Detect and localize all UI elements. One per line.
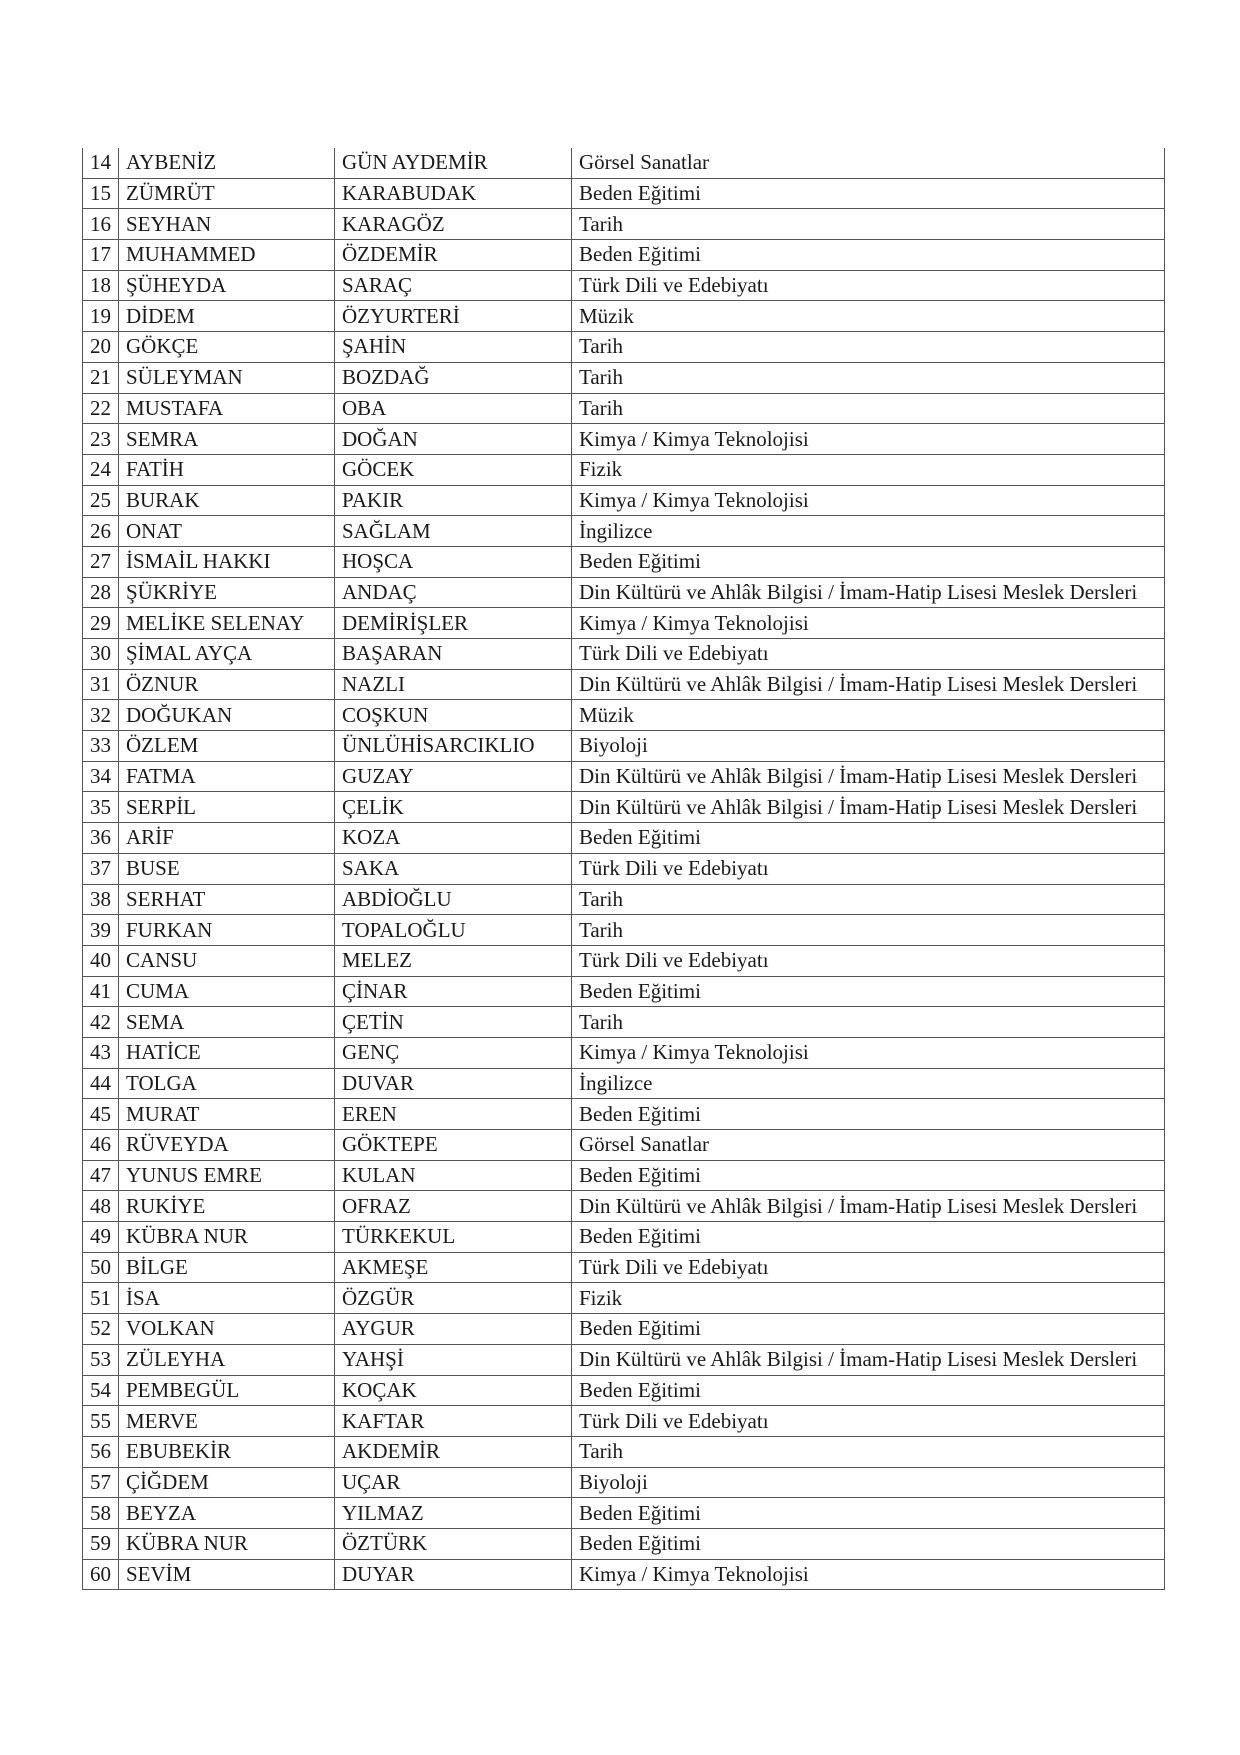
branch-cell: Türk Dili ve Edebiyatı [572, 853, 1165, 884]
last-name-cell: DEMİRİŞLER [335, 608, 572, 639]
table-row [83, 1068, 1165, 1099]
branch-cell: Kimya / Kimya Teknolojisi [572, 485, 1165, 516]
row-number-cell: 19 [83, 301, 119, 332]
row-number-cell: 22 [83, 393, 119, 424]
branch-cell: Biyoloji [572, 1467, 1165, 1498]
row-number-cell: 27 [83, 546, 119, 577]
table-row [83, 1344, 1165, 1375]
first-name-cell: GÖKÇE [119, 332, 335, 363]
first-name-cell: DOĞUKAN [119, 700, 335, 731]
first-name-cell: KÜBRA NUR [119, 1528, 335, 1559]
table-row [83, 485, 1165, 516]
branch-cell: Din Kültürü ve Ahlâk Bilgisi / İmam-Hatip Lisesi Meslek Dersleri [572, 761, 1165, 792]
table-row [83, 1467, 1165, 1498]
first-name-cell: ZÜMRÜT [119, 178, 335, 209]
last-name-cell: SAĞLAM [335, 516, 572, 547]
branch-cell: Görsel Sanatlar [572, 148, 1165, 178]
first-name-cell: MELİKE SELENAY [119, 608, 335, 639]
row-number-cell: 59 [83, 1528, 119, 1559]
last-name-cell: KULAN [335, 1160, 572, 1191]
table-row [83, 516, 1165, 547]
branch-cell: Kimya / Kimya Teknolojisi [572, 608, 1165, 639]
branch-cell: Tarih [572, 209, 1165, 240]
table-row [83, 1037, 1165, 1068]
branch-cell: Beden Eğitimi [572, 976, 1165, 1007]
row-number-cell: 55 [83, 1406, 119, 1437]
first-name-cell: İSMAİL HAKKI [119, 546, 335, 577]
last-name-cell: ÜNLÜHİSARCIKLIO [335, 731, 572, 762]
last-name-cell: ANDAÇ [335, 577, 572, 608]
branch-cell: Müzik [572, 700, 1165, 731]
last-name-cell: ÖZTÜRK [335, 1528, 572, 1559]
first-name-cell: CUMA [119, 976, 335, 1007]
last-name-cell: AKMEŞE [335, 1252, 572, 1283]
table-row [83, 301, 1165, 332]
row-number-cell: 14 [83, 148, 119, 178]
first-name-cell: VOLKAN [119, 1314, 335, 1345]
row-number-cell: 23 [83, 424, 119, 455]
row-number-cell: 60 [83, 1559, 119, 1590]
row-number-cell: 31 [83, 669, 119, 700]
row-number-cell: 40 [83, 945, 119, 976]
last-name-cell: GÖCEK [335, 454, 572, 485]
last-name-cell: OBA [335, 393, 572, 424]
first-name-cell: ZÜLEYHA [119, 1344, 335, 1375]
last-name-cell: ÇELİK [335, 792, 572, 823]
branch-cell: Tarih [572, 393, 1165, 424]
row-number-cell: 26 [83, 516, 119, 547]
row-number-cell: 53 [83, 1344, 119, 1375]
table-row [83, 639, 1165, 670]
first-name-cell: ŞİMAL AYÇA [119, 639, 335, 670]
table-row [83, 1252, 1165, 1283]
row-number-cell: 29 [83, 608, 119, 639]
branch-cell: Beden Eğitimi [572, 1528, 1165, 1559]
table-row [83, 270, 1165, 301]
table-row [83, 1191, 1165, 1222]
first-name-cell: ŞÜHEYDA [119, 270, 335, 301]
last-name-cell: DUVAR [335, 1068, 572, 1099]
row-number-cell: 16 [83, 209, 119, 240]
branch-cell: Beden Eğitimi [572, 823, 1165, 854]
row-number-cell: 43 [83, 1037, 119, 1068]
row-number-cell: 52 [83, 1314, 119, 1345]
table-row [83, 332, 1165, 363]
last-name-cell: KAFTAR [335, 1406, 572, 1437]
first-name-cell: RÜVEYDA [119, 1130, 335, 1161]
first-name-cell: EBUBEKİR [119, 1436, 335, 1467]
first-name-cell: FATMA [119, 761, 335, 792]
table-row [83, 945, 1165, 976]
branch-cell: Kimya / Kimya Teknolojisi [572, 1037, 1165, 1068]
first-name-cell: BİLGE [119, 1252, 335, 1283]
branch-cell: Din Kültürü ve Ahlâk Bilgisi / İmam-Hatip Lisesi Meslek Dersleri [572, 792, 1165, 823]
row-number-cell: 15 [83, 178, 119, 209]
row-number-cell: 57 [83, 1467, 119, 1498]
last-name-cell: GUZAY [335, 761, 572, 792]
row-number-cell: 51 [83, 1283, 119, 1314]
row-number-cell: 37 [83, 853, 119, 884]
table-row [83, 853, 1165, 884]
first-name-cell: MUSTAFA [119, 393, 335, 424]
last-name-cell: SARAÇ [335, 270, 572, 301]
row-number-cell: 46 [83, 1130, 119, 1161]
first-name-cell: HATİCE [119, 1037, 335, 1068]
first-name-cell: BUSE [119, 853, 335, 884]
first-name-cell: SERPİL [119, 792, 335, 823]
table-row [83, 577, 1165, 608]
table-row [83, 1528, 1165, 1559]
table-row [83, 792, 1165, 823]
table-row [83, 454, 1165, 485]
first-name-cell: DİDEM [119, 301, 335, 332]
branch-cell: Müzik [572, 301, 1165, 332]
first-name-cell: SERHAT [119, 884, 335, 915]
last-name-cell: TOPALOĞLU [335, 915, 572, 946]
table-row [83, 976, 1165, 1007]
branch-cell: Beden Eğitimi [572, 1375, 1165, 1406]
branch-cell: Tarih [572, 362, 1165, 393]
row-number-cell: 28 [83, 577, 119, 608]
row-number-cell: 21 [83, 362, 119, 393]
table-row [83, 700, 1165, 731]
row-number-cell: 58 [83, 1498, 119, 1529]
table-row [83, 669, 1165, 700]
first-name-cell: SEYHAN [119, 209, 335, 240]
branch-cell: Türk Dili ve Edebiyatı [572, 1252, 1165, 1283]
table-row [83, 1283, 1165, 1314]
last-name-cell: BAŞARAN [335, 639, 572, 670]
first-name-cell: BEYZA [119, 1498, 335, 1529]
last-name-cell: KARABUDAK [335, 178, 572, 209]
branch-cell: Tarih [572, 1007, 1165, 1038]
row-number-cell: 44 [83, 1068, 119, 1099]
branch-cell: İngilizce [572, 516, 1165, 547]
row-number-cell: 48 [83, 1191, 119, 1222]
last-name-cell: PAKIR [335, 485, 572, 516]
branch-cell: Türk Dili ve Edebiyatı [572, 639, 1165, 670]
branch-cell: Türk Dili ve Edebiyatı [572, 945, 1165, 976]
row-number-cell: 35 [83, 792, 119, 823]
table-row [83, 1222, 1165, 1253]
first-name-cell: ÖZLEM [119, 731, 335, 762]
first-name-cell: SEVİM [119, 1559, 335, 1590]
branch-cell: Tarih [572, 915, 1165, 946]
last-name-cell: YILMAZ [335, 1498, 572, 1529]
row-number-cell: 41 [83, 976, 119, 1007]
last-name-cell: BOZDAĞ [335, 362, 572, 393]
table-row [83, 761, 1165, 792]
table-row [83, 731, 1165, 762]
last-name-cell: ÖZGÜR [335, 1283, 572, 1314]
row-number-cell: 42 [83, 1007, 119, 1038]
first-name-cell: ŞÜKRİYE [119, 577, 335, 608]
branch-cell: Biyoloji [572, 731, 1165, 762]
last-name-cell: MELEZ [335, 945, 572, 976]
table-row [83, 240, 1165, 271]
last-name-cell: GENÇ [335, 1037, 572, 1068]
table-row [83, 1375, 1165, 1406]
table-row [83, 608, 1165, 639]
last-name-cell: UÇAR [335, 1467, 572, 1498]
branch-cell: Fizik [572, 454, 1165, 485]
branch-cell: Din Kültürü ve Ahlâk Bilgisi / İmam-Hatip Lisesi Meslek Dersleri [572, 669, 1165, 700]
table-row [83, 1007, 1165, 1038]
table-row [83, 1314, 1165, 1345]
table-row [83, 1436, 1165, 1467]
branch-cell: Din Kültürü ve Ahlâk Bilgisi / İmam-Hatip Lisesi Meslek Dersleri [572, 577, 1165, 608]
last-name-cell: AYGUR [335, 1314, 572, 1345]
table-row [83, 178, 1165, 209]
row-number-cell: 33 [83, 731, 119, 762]
last-name-cell: ÖZYURTERİ [335, 301, 572, 332]
table-row [83, 148, 1165, 178]
branch-cell: Beden Eğitimi [572, 1314, 1165, 1345]
table-row [83, 362, 1165, 393]
roster-table-body [83, 148, 1165, 1590]
table-row [83, 1160, 1165, 1191]
first-name-cell: MUHAMMED [119, 240, 335, 271]
branch-cell: Din Kültürü ve Ahlâk Bilgisi / İmam-Hatip Lisesi Meslek Dersleri [572, 1344, 1165, 1375]
branch-cell: Beden Eğitimi [572, 1099, 1165, 1130]
table-row [83, 424, 1165, 455]
table-row [83, 209, 1165, 240]
first-name-cell: SÜLEYMAN [119, 362, 335, 393]
last-name-cell: HOŞCA [335, 546, 572, 577]
branch-cell: Beden Eğitimi [572, 178, 1165, 209]
branch-cell: Beden Eğitimi [572, 546, 1165, 577]
last-name-cell: SAKA [335, 853, 572, 884]
last-name-cell: NAZLI [335, 669, 572, 700]
branch-cell: Türk Dili ve Edebiyatı [572, 1406, 1165, 1437]
last-name-cell: ŞAHİN [335, 332, 572, 363]
last-name-cell: GÖKTEPE [335, 1130, 572, 1161]
table-row [83, 393, 1165, 424]
table-row [83, 915, 1165, 946]
table-row [83, 1406, 1165, 1437]
branch-cell: Kimya / Kimya Teknolojisi [572, 424, 1165, 455]
last-name-cell: KOZA [335, 823, 572, 854]
row-number-cell: 32 [83, 700, 119, 731]
last-name-cell: ÇETİN [335, 1007, 572, 1038]
first-name-cell: RUKİYE [119, 1191, 335, 1222]
branch-cell: Din Kültürü ve Ahlâk Bilgisi / İmam-Hatip Lisesi Meslek Dersleri [572, 1191, 1165, 1222]
first-name-cell: KÜBRA NUR [119, 1222, 335, 1253]
row-number-cell: 25 [83, 485, 119, 516]
row-number-cell: 50 [83, 1252, 119, 1283]
last-name-cell: GÜN AYDEMİR [335, 148, 572, 178]
row-number-cell: 18 [83, 270, 119, 301]
first-name-cell: SEMRA [119, 424, 335, 455]
row-number-cell: 56 [83, 1436, 119, 1467]
last-name-cell: KARAGÖZ [335, 209, 572, 240]
first-name-cell: YUNUS EMRE [119, 1160, 335, 1191]
row-number-cell: 30 [83, 639, 119, 670]
last-name-cell: ABDİOĞLU [335, 884, 572, 915]
first-name-cell: BURAK [119, 485, 335, 516]
row-number-cell: 34 [83, 761, 119, 792]
last-name-cell: DOĞAN [335, 424, 572, 455]
table-row [83, 546, 1165, 577]
branch-cell: Beden Eğitimi [572, 1498, 1165, 1529]
first-name-cell: PEMBEGÜL [119, 1375, 335, 1406]
first-name-cell: CANSU [119, 945, 335, 976]
row-number-cell: 38 [83, 884, 119, 915]
last-name-cell: COŞKUN [335, 700, 572, 731]
branch-cell: Türk Dili ve Edebiyatı [572, 270, 1165, 301]
table-row [83, 1559, 1165, 1590]
first-name-cell: AYBENİZ [119, 148, 335, 178]
branch-cell: Kimya / Kimya Teknolojisi [572, 1559, 1165, 1590]
branch-cell: Beden Eğitimi [572, 1160, 1165, 1191]
last-name-cell: ÇİNAR [335, 976, 572, 1007]
branch-cell: Fizik [572, 1283, 1165, 1314]
first-name-cell: ÖZNUR [119, 669, 335, 700]
last-name-cell: AKDEMİR [335, 1436, 572, 1467]
first-name-cell: ONAT [119, 516, 335, 547]
table-row [83, 884, 1165, 915]
row-number-cell: 49 [83, 1222, 119, 1253]
last-name-cell: YAHŞİ [335, 1344, 572, 1375]
first-name-cell: MERVE [119, 1406, 335, 1437]
branch-cell: İngilizce [572, 1068, 1165, 1099]
table-row [83, 1498, 1165, 1529]
first-name-cell: ARİF [119, 823, 335, 854]
table-row [83, 1130, 1165, 1161]
last-name-cell: OFRAZ [335, 1191, 572, 1222]
first-name-cell: ÇİĞDEM [119, 1467, 335, 1498]
teacher-roster-table [82, 148, 1165, 1590]
row-number-cell: 47 [83, 1160, 119, 1191]
last-name-cell: ÖZDEMİR [335, 240, 572, 271]
row-number-cell: 24 [83, 454, 119, 485]
table-row [83, 1099, 1165, 1130]
table-row [83, 823, 1165, 854]
branch-cell: Beden Eğitimi [572, 1222, 1165, 1253]
last-name-cell: TÜRKEKUL [335, 1222, 572, 1253]
branch-cell: Beden Eğitimi [572, 240, 1165, 271]
row-number-cell: 20 [83, 332, 119, 363]
last-name-cell: KOÇAK [335, 1375, 572, 1406]
branch-cell: Tarih [572, 884, 1165, 915]
row-number-cell: 45 [83, 1099, 119, 1130]
last-name-cell: DUYAR [335, 1559, 572, 1590]
branch-cell: Tarih [572, 332, 1165, 363]
branch-cell: Görsel Sanatlar [572, 1130, 1165, 1161]
first-name-cell: MURAT [119, 1099, 335, 1130]
first-name-cell: TOLGA [119, 1068, 335, 1099]
first-name-cell: FATİH [119, 454, 335, 485]
branch-cell: Tarih [572, 1436, 1165, 1467]
document-page [82, 148, 1164, 1590]
row-number-cell: 17 [83, 240, 119, 271]
first-name-cell: SEMA [119, 1007, 335, 1038]
first-name-cell: İSA [119, 1283, 335, 1314]
first-name-cell: FURKAN [119, 915, 335, 946]
row-number-cell: 36 [83, 823, 119, 854]
row-number-cell: 54 [83, 1375, 119, 1406]
last-name-cell: EREN [335, 1099, 572, 1130]
row-number-cell: 39 [83, 915, 119, 946]
